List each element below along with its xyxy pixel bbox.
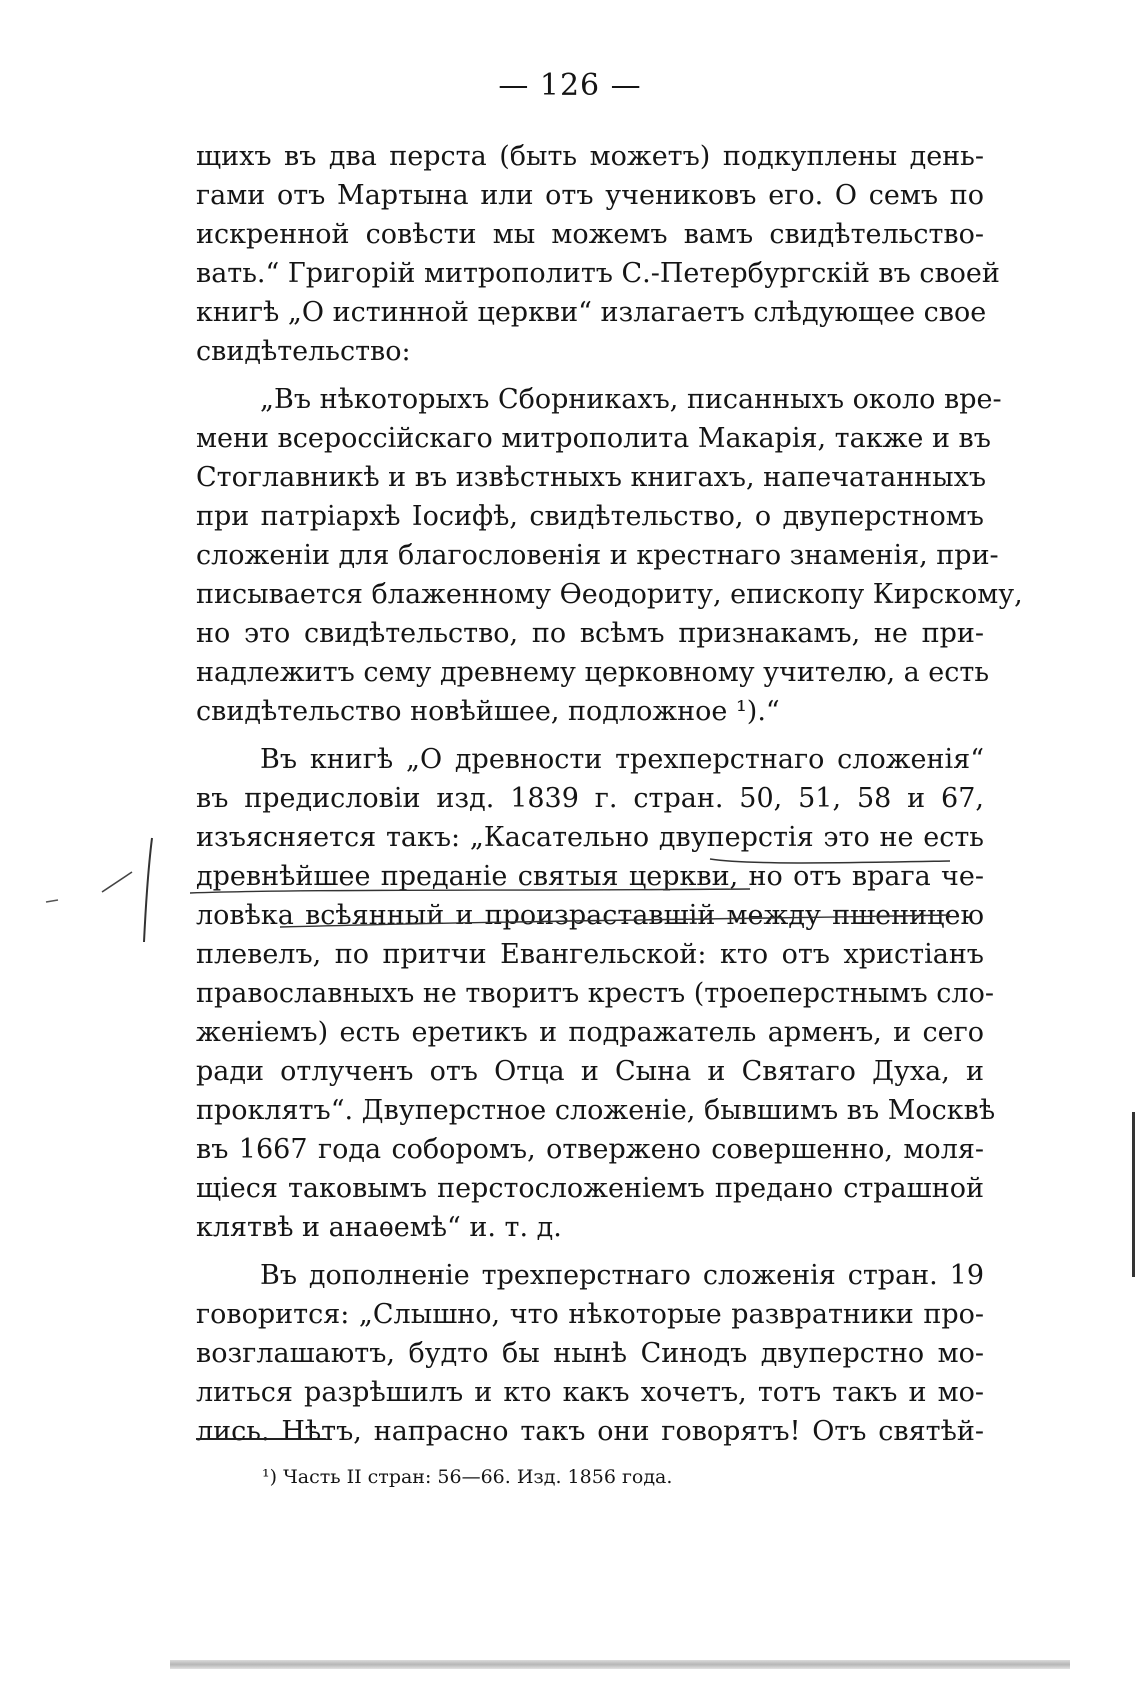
text-line: ловѣка всѣянный и произраставшій между пшеницею <box>196 900 984 931</box>
text-line: возглашаютъ, будто бы нынѣ Синодъ двуперстно мо- <box>196 1338 984 1369</box>
text-line: книгѣ „О истинной церкви“ излагаетъ слѣдующее свое <box>196 297 987 328</box>
text-line: мени всероссійскаго митрополита Макарія, также и въ <box>196 423 991 454</box>
text-line: щихъ въ два перста (быть можетъ) подкуплены день- <box>196 141 984 172</box>
text-line: свидѣтельство: <box>196 336 411 367</box>
text-line: „Въ нѣкоторыхъ Сборникахъ, писанныхъ около вре- <box>260 384 1002 415</box>
text-line: Стоглавникѣ и въ извѣстныхъ книгахъ, напечатанныхъ <box>196 462 987 493</box>
scan-bottom-edge <box>170 1660 1070 1669</box>
text-line: клятвѣ и анаѳемѣ“ и. т. д. <box>196 1212 562 1243</box>
text-line: при патріархѣ Іосифѣ, свидѣтельство, о двуперстномъ <box>196 501 984 532</box>
text-line: лись. Нѣтъ, напрасно такъ они говорятъ! Отъ святѣй- <box>196 1416 984 1447</box>
text-line: женіемъ) есть еретикъ и подражатель арменъ, и сего <box>196 1017 984 1048</box>
text-line: Въ дополненіе трехперстнаго сложенія стран. 19 <box>260 1260 984 1291</box>
text-line: въ 1667 года соборомъ, отвержено совершенно, моля- <box>196 1134 984 1165</box>
text-line: сложеніи для благословенія и крестнаго знаменія, при- <box>196 540 999 571</box>
text-line: искренной совѣсти мы можемъ вамъ свидѣтельство- <box>196 219 984 250</box>
text-line: надлежитъ сему древнему церковному учителю, а есть <box>196 657 990 688</box>
text-line: но это свидѣтельство, по всѣмъ признакамъ, не при- <box>196 618 984 649</box>
text-line: древнѣйшее преданіе святыя церкви, но отъ врага че- <box>196 861 984 892</box>
page-number: — 126 — <box>498 68 642 103</box>
text-line: православныхъ не творитъ крестъ (троеперстнымъ сло- <box>196 978 994 1009</box>
margin-pencil-marks <box>40 830 160 970</box>
text-line: вать.“ Григорій митрополитъ С.-Петербургскій въ своей <box>196 258 1000 289</box>
text-line: свидѣтельство новѣйшее, подложное ¹).“ <box>196 696 780 727</box>
text-line: въ предисловіи изд. 1839 г. стран. 50, 51, 58 и 67, <box>196 783 984 814</box>
footnote: ¹) Часть II стран: 56—66. Изд. 1856 года. <box>262 1466 673 1488</box>
text-line: гами отъ Мартына или отъ учениковъ его. О семъ по <box>196 180 984 211</box>
page-edge-shadow <box>1132 1112 1135 1277</box>
text-line: Въ книгѣ „О древности трехперстнаго сложенія“ <box>260 744 984 775</box>
body-text <box>196 137 1023 1451</box>
text-line: проклятъ“. Двуперстное сложеніе, бывшимъ въ Москвѣ <box>196 1095 996 1126</box>
text-line: плевелъ, по притчи Евангельской: кто отъ христіанъ <box>196 939 984 970</box>
text-line: писывается блаженному Ѳеодориту, епископу Кирскому, <box>196 579 1023 610</box>
text-line: ради отлученъ отъ Отца и Сына и Святаго Духа, и <box>196 1056 984 1087</box>
text-line: говорится: „Слышно, что нѣкоторые развратники про- <box>196 1299 984 1330</box>
footnote-rule <box>196 1438 326 1440</box>
text-line: щіеся таковымъ перстосложеніемъ предано страшной <box>196 1173 984 1204</box>
text-line: литься разрѣшилъ и кто какъ хочетъ, тотъ такъ и мо- <box>196 1377 984 1408</box>
text-line: изъясняется такъ: „Касательно двуперстія это не есть <box>196 822 984 853</box>
